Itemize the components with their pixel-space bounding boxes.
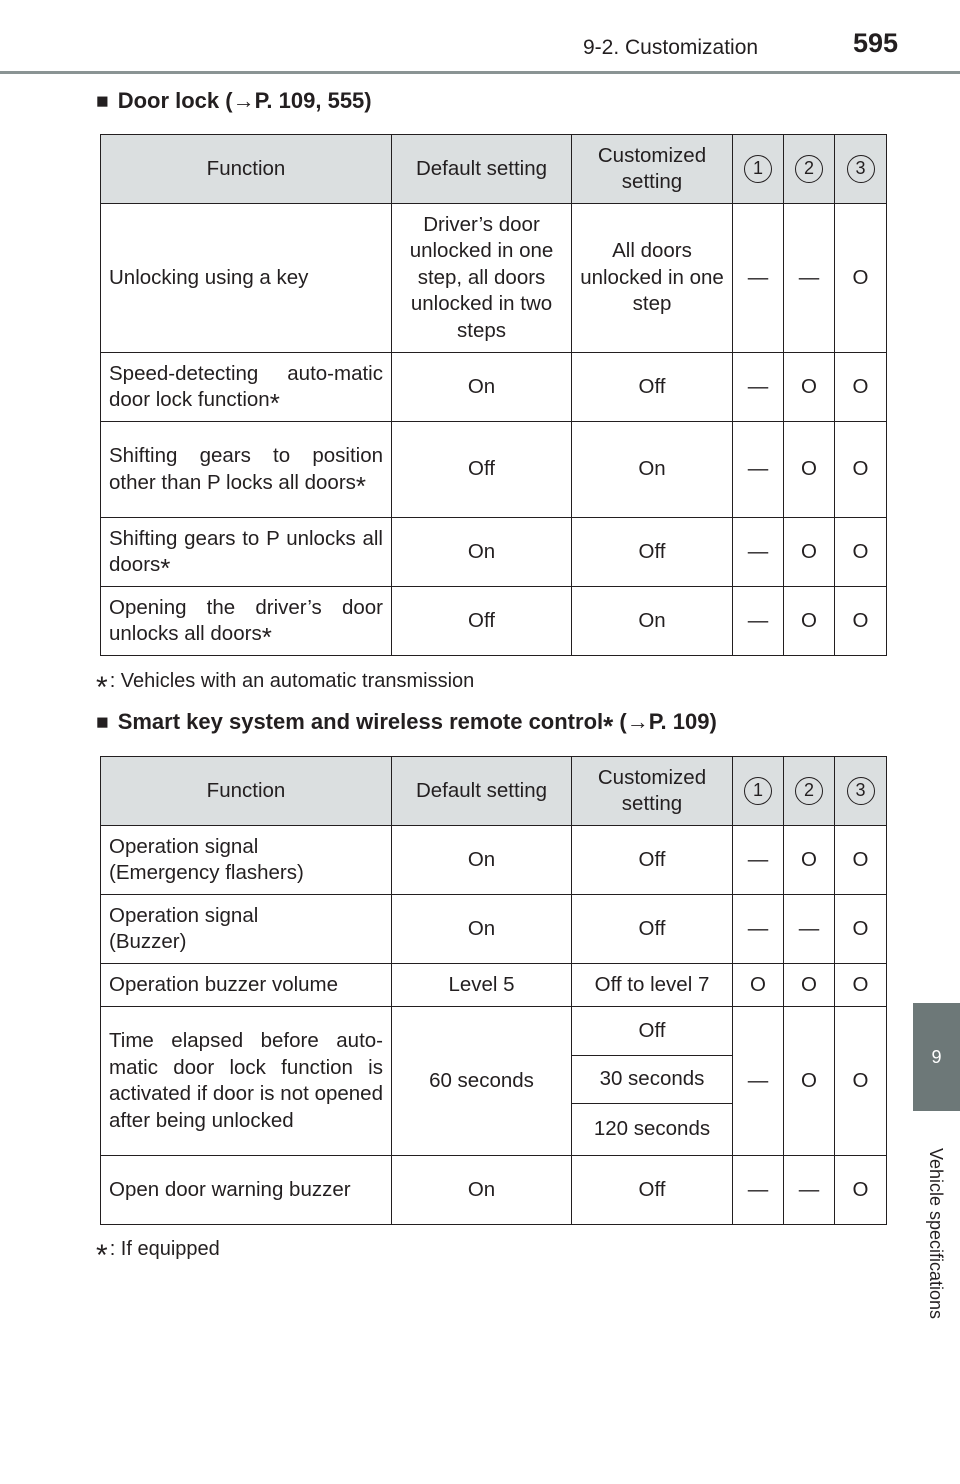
section-title-door-lock bbox=[96, 88, 372, 114]
footnote-automatic-transmission bbox=[96, 670, 475, 704]
mode-2-cell: O bbox=[784, 422, 835, 518]
header-divider bbox=[0, 71, 960, 74]
table-row bbox=[101, 826, 887, 895]
col-mode-1 bbox=[733, 757, 784, 826]
customized-cell: On bbox=[572, 422, 733, 518]
page-number: 595 bbox=[852, 28, 898, 58]
function-line-2: (Emergency flashers) bbox=[109, 861, 304, 884]
mode-3-cell: O bbox=[835, 518, 887, 587]
footnote-if-equipped bbox=[96, 1238, 220, 1272]
function-cell bbox=[101, 895, 392, 964]
table-row bbox=[101, 895, 887, 964]
chapter-number: 9 bbox=[931, 1046, 942, 1067]
col-mode-3 bbox=[835, 135, 887, 204]
function-cell bbox=[101, 353, 392, 422]
col-function: Function bbox=[101, 757, 392, 826]
section-title-smart-key bbox=[96, 709, 717, 741]
col-default: Default setting bbox=[392, 135, 572, 204]
default-cell: 60 seconds bbox=[392, 1007, 572, 1156]
col-function: Function bbox=[101, 135, 392, 204]
footnote-star: * bbox=[96, 671, 108, 704]
chapter-label-text: Vehicle specifications bbox=[926, 1147, 947, 1319]
customized-option-cell: 120 seconds bbox=[572, 1104, 733, 1156]
function-line-2: (Buzzer) bbox=[109, 930, 187, 953]
table-row bbox=[101, 1156, 887, 1225]
chapter-tab bbox=[913, 1003, 960, 1111]
customized-option-cell: Off bbox=[572, 1007, 733, 1056]
footnote-text: : If equipped bbox=[109, 1238, 220, 1260]
function-line-1: Operation signal bbox=[109, 834, 259, 858]
footnote-star: * bbox=[603, 711, 614, 741]
mode-1-cell: — bbox=[733, 587, 784, 656]
customized-cell: Off to level 7 bbox=[572, 964, 733, 1007]
mode-3-cell: O bbox=[835, 826, 887, 895]
mode-2-cell: O bbox=[784, 587, 835, 656]
mode-1-cell: — bbox=[733, 895, 784, 964]
mode-3-cell: O bbox=[835, 895, 887, 964]
mode-2-cell: O bbox=[784, 964, 835, 1007]
mode-3-cell: O bbox=[835, 353, 887, 422]
header-section-title: 9-2. Customization bbox=[583, 36, 759, 59]
mode-1-cell: — bbox=[733, 1007, 784, 1156]
mode-1-cell: O bbox=[733, 964, 784, 1007]
footnote-star: * bbox=[96, 1239, 108, 1272]
mode-3-cell: O bbox=[835, 1156, 887, 1225]
footnote-star: * bbox=[160, 553, 171, 583]
function-text: Shifting gears to position other than P locks all doors bbox=[109, 444, 383, 494]
mode-3-cell: O bbox=[835, 204, 887, 353]
function-cell bbox=[101, 422, 392, 518]
table-row bbox=[101, 1007, 887, 1056]
function-cell: Unlocking using a key bbox=[101, 204, 392, 353]
col-customized: Customized setting bbox=[572, 135, 733, 204]
table-row bbox=[101, 353, 887, 422]
mode-1-cell: — bbox=[733, 353, 784, 422]
function-cell bbox=[101, 826, 392, 895]
mode-3-cell: O bbox=[835, 1007, 887, 1156]
mode-2-cell: — bbox=[784, 204, 835, 353]
function-text: Opening the driver’s door unlocks all doors bbox=[109, 595, 383, 645]
mode-3-cell: O bbox=[835, 587, 887, 656]
mode-2-cell: O bbox=[784, 518, 835, 587]
function-text: Shifting gears to P unlocks all doors bbox=[109, 526, 383, 576]
mode-2-cell: O bbox=[784, 353, 835, 422]
col-mode-1 bbox=[733, 135, 784, 204]
function-line-1: Operation signal bbox=[109, 903, 259, 927]
customized-cell: On bbox=[572, 587, 733, 656]
default-cell: On bbox=[392, 518, 572, 587]
mode-1-cell: — bbox=[733, 204, 784, 353]
mode-2-cell: O bbox=[784, 1007, 835, 1156]
default-cell: Off bbox=[392, 422, 572, 518]
circled-2-icon: 2 bbox=[795, 777, 823, 805]
mode-1-cell: — bbox=[733, 1156, 784, 1225]
default-cell: On bbox=[392, 353, 572, 422]
customized-cell: Off bbox=[572, 895, 733, 964]
mode-3-cell: O bbox=[835, 964, 887, 1007]
default-cell: On bbox=[392, 895, 572, 964]
default-cell: Level 5 bbox=[392, 964, 572, 1007]
col-mode-2 bbox=[784, 135, 835, 204]
table-row bbox=[101, 422, 887, 518]
mode-1-cell: — bbox=[733, 826, 784, 895]
circled-3-icon: 3 bbox=[847, 777, 875, 805]
circled-3-icon: 3 bbox=[847, 155, 875, 183]
table-header-row bbox=[101, 757, 887, 826]
customized-cell: All doors unlocked in one step bbox=[572, 204, 733, 353]
default-cell: Driver’s door unlocked in one step, all doors unlocked in two steps bbox=[392, 204, 572, 353]
mode-1-cell: — bbox=[733, 518, 784, 587]
mode-2-cell: O bbox=[784, 826, 835, 895]
table-header-row bbox=[101, 135, 887, 204]
default-cell: Off bbox=[392, 587, 572, 656]
mode-1-cell: — bbox=[733, 422, 784, 518]
customized-cell: Off bbox=[572, 1156, 733, 1225]
circled-2-icon: 2 bbox=[795, 155, 823, 183]
footnote-star: * bbox=[261, 622, 272, 652]
col-default: Default setting bbox=[392, 757, 572, 826]
customized-cell: Off bbox=[572, 826, 733, 895]
default-cell: On bbox=[392, 1156, 572, 1225]
door-lock-table bbox=[100, 134, 887, 656]
circled-1-icon: 1 bbox=[744, 777, 772, 805]
function-text: Speed-detecting auto-matic door lock function bbox=[109, 361, 383, 411]
mode-2-cell: — bbox=[784, 895, 835, 964]
footnote-star: * bbox=[355, 470, 367, 501]
col-mode-2 bbox=[784, 757, 835, 826]
function-cell: Open door warning buzzer bbox=[101, 1156, 392, 1225]
col-customized: Customized setting bbox=[572, 757, 733, 826]
mode-2-cell: — bbox=[784, 1156, 835, 1225]
section-title-text: Door lock (→P. 109, 555) bbox=[117, 88, 372, 113]
section-title-text: Smart key system and wireless remote control bbox=[117, 709, 604, 734]
function-cell bbox=[101, 587, 392, 656]
customized-cell: Off bbox=[572, 518, 733, 587]
function-cell: Time elapsed before auto-matic door lock function is activated if door is not opened after being unlocked bbox=[101, 1007, 392, 1156]
table-row bbox=[101, 964, 887, 1007]
function-cell: Operation buzzer volume bbox=[101, 964, 392, 1007]
smart-key-table bbox=[100, 756, 887, 1225]
table-row bbox=[101, 587, 887, 656]
footnote-text: : Vehicles with an automatic transmission bbox=[109, 670, 475, 692]
default-cell: On bbox=[392, 826, 572, 895]
bullet-square-icon: ■ bbox=[96, 90, 109, 113]
table-row bbox=[101, 204, 887, 353]
col-mode-3 bbox=[835, 757, 887, 826]
function-cell bbox=[101, 518, 392, 587]
customized-cell: Off bbox=[572, 353, 733, 422]
section-title-ref: (→P. 109) bbox=[613, 709, 717, 734]
footnote-star: * bbox=[269, 388, 280, 418]
circled-1-icon: 1 bbox=[744, 155, 772, 183]
customized-option-cell: 30 seconds bbox=[572, 1056, 733, 1104]
bullet-square-icon: ■ bbox=[96, 711, 109, 734]
table-row bbox=[101, 518, 887, 587]
mode-3-cell: O bbox=[835, 422, 887, 518]
chapter-side-label bbox=[901, 1128, 960, 1338]
